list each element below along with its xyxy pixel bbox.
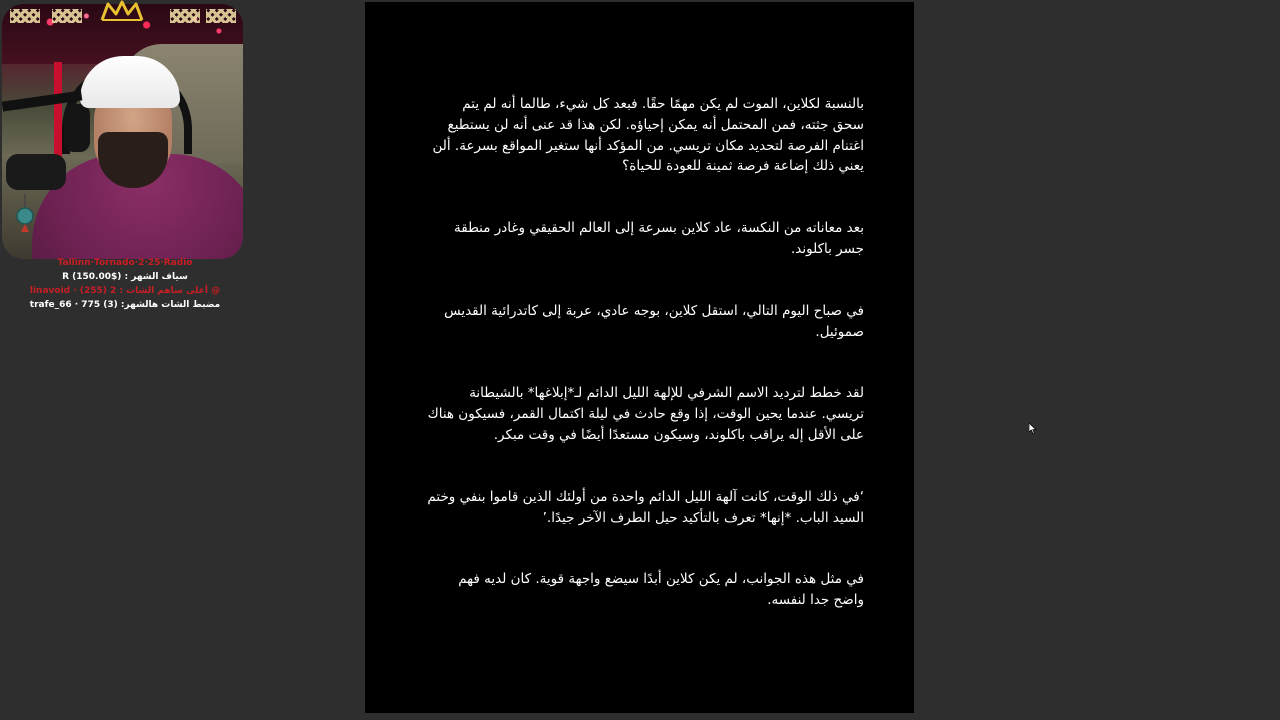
pattern-decoration-left-2 bbox=[52, 9, 82, 23]
webcam-overlay bbox=[2, 4, 243, 259]
arrow-cursor-icon bbox=[1029, 423, 1037, 434]
paragraph-5: ‘في ذلك الوقت، كانت آلهة الليل الدائم واحدة من أولئك الذين قاموا بنفي وختم السيد الباب. *إنها* تعرف بالتأكيد حيل الطرف الآخر جيدًا.’ bbox=[427, 488, 864, 526]
chat-overlay bbox=[20, 256, 230, 312]
headphone-earcup bbox=[64, 104, 90, 152]
document-page[interactable] bbox=[365, 2, 914, 713]
pattern-decoration-right bbox=[170, 9, 200, 23]
paragraph-6: في مثل هذه الجوانب، لم يكن كلاين أبدًا سيضع واجهة قوية. كان لديه فهم واضح جدا لنفسه. bbox=[458, 571, 864, 609]
pattern-decoration-right-2 bbox=[206, 9, 236, 23]
top-donor-line: سياف الشهر : ($150.00) R bbox=[62, 272, 188, 282]
charm-icon bbox=[14, 194, 36, 234]
pattern-decoration-left bbox=[10, 9, 40, 23]
microphone-icon bbox=[6, 154, 66, 190]
paragraph-4: لقد خطط لترديد الاسم الشرفي للإلهة الليل الدائم لـ*إبلاغها* بالشيطانة تريسي. عندما يحين الوقت، إذا وقع حادث في ليلة اكتمال القمر، فسيكون هناك على الأقل إله يراقب باكلوند، وسيكون مستعدًا أيضًا في وقت مبكر. bbox=[427, 385, 864, 443]
crown-icon bbox=[100, 0, 144, 22]
paragraph-1: بالنسبة لكلاين، الموت لم يكن مهمًا حقًا. فبعد كل شيء، طالما أنه لم يتم سحق جثته، فمن المحتمل أنه يمكن إحياؤه. لكن هذا قد عنى أنه لن يستطيع اغتنام الفرصة لتحديد مكان تريسي. من المؤكد أنها ستغير المواقع بسرعة. ألن يعني ذلك إضاعة فرصة ثمينة للعودة للحياة؟ bbox=[432, 96, 864, 175]
paragraph-3: في صباح اليوم التالي، استقل كلاين، بوجه عادي، عربة إلى كاتدرائية القديس صموئيل. bbox=[444, 302, 864, 340]
top-chatter-line: @ أعلى ساهم الشات : 2 (255) · linavoid bbox=[29, 286, 221, 296]
document-text bbox=[427, 94, 864, 611]
chat-moderator-line: مضبط الشات هالشهر: (3) trafe_66 · 775 bbox=[29, 300, 221, 310]
paragraph-2: بعد معاناته من النكسة، عاد كلاين بسرعة إلى العالم الحقيقي وغادر منطقة جسر باكلوند. bbox=[454, 220, 864, 257]
chat-line-top: Tallinn·Tornado·2·25·Radio bbox=[57, 258, 193, 268]
